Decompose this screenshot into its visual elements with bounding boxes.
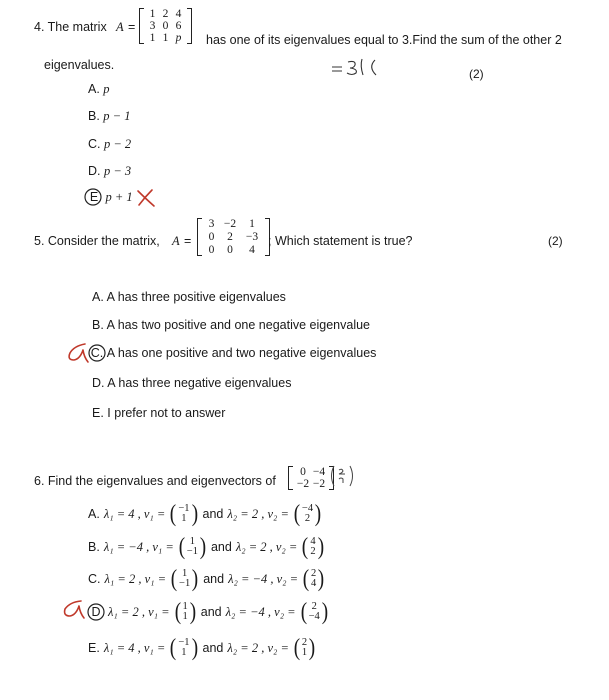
- q6-option-e-letter: E.: [88, 641, 100, 655]
- q4-option-e[interactable]: [86, 190, 133, 205]
- q4-m-00: 1: [149, 8, 156, 20]
- q4-option-a-letter: A.: [88, 82, 100, 96]
- q4-option-a-expr: p: [103, 82, 110, 96]
- q6-option-c[interactable]: [88, 567, 325, 591]
- q5-option-a-text: A has three positive eigenvalues: [106, 290, 286, 304]
- q6-option-b-lambda1: λ₁ = −4 , v₁ =: [103, 539, 174, 554]
- q5-m-10: 0: [208, 231, 215, 243]
- q5-m-11: 2: [227, 231, 233, 243]
- red-check-mark-icon: [60, 340, 90, 366]
- q5-option-b[interactable]: [92, 318, 370, 332]
- q4-var-a: A: [116, 20, 124, 34]
- q5-option-c-text: A has one positive and two negative eigenvalues: [106, 346, 377, 360]
- q4-option-d-expr: p − 3: [103, 164, 132, 178]
- q4-m-20: 1: [149, 32, 156, 44]
- circle-mark-icon: [87, 603, 105, 621]
- q6-option-b-lambda2: λ₂ = 2 , v₂ =: [235, 539, 298, 554]
- q6-option-c-v2: ( 2 4 ): [302, 566, 325, 592]
- q6-option-e[interactable]: [88, 636, 316, 660]
- q6-option-d-letter: D: [91, 605, 101, 619]
- circle-mark-icon: [88, 344, 106, 362]
- q6-option-e-v1: ( −1 1 ): [170, 635, 198, 661]
- q6-option-d-letter-wrap: [88, 605, 104, 619]
- q6-option-a-v1: ( −1 1 ): [170, 501, 198, 527]
- q6-option-c-lambda1: λ₁ = 2 , v₁ =: [104, 571, 167, 586]
- q4-option-b-letter: B.: [88, 109, 100, 123]
- q6-option-e-lambda2: λ₂ = 2 , v₂ =: [227, 640, 289, 655]
- q6-m-01: −4: [312, 466, 326, 478]
- q6-option-d-lambda1: λ₁ = 2 , v₁ =: [108, 604, 170, 619]
- q6-m-11: −2: [312, 478, 326, 490]
- q4-text: has one of its eigenvalues equal to 3.Find the sum of the other 2: [206, 33, 562, 47]
- q6-option-c-v1: ( 1 −1 ): [170, 566, 199, 592]
- handwritten-vector-scribble-icon: [328, 464, 356, 488]
- q4-equals: =: [128, 20, 136, 34]
- q4-marks: (2): [469, 67, 484, 81]
- q4-option-b[interactable]: [88, 109, 130, 124]
- q5-marks: (2): [548, 234, 563, 248]
- q5-option-b-text: A has two positive and one negative eigenvalue: [106, 318, 370, 332]
- q5-option-e-text: I prefer not to answer: [107, 406, 226, 420]
- q6-number: 6. Find the eigenvalues and eigenvectors of: [34, 474, 276, 488]
- q5-m-20: 0: [208, 244, 215, 256]
- q5-option-a-letter: A.: [92, 290, 104, 304]
- q6-option-c-lambda2: λ₂ = −4 , v₂ =: [228, 571, 299, 586]
- q4-handwriting: [330, 56, 390, 78]
- q5-option-c-letter: C.: [90, 346, 104, 360]
- q6-option-e-lambda1: λ₁ = 4 , v₁ =: [103, 640, 166, 655]
- q4-m-22: p: [175, 32, 182, 44]
- q6-option-d-lambda2: λ₂ = −4 , v₂ =: [225, 604, 296, 619]
- q4-m-12: 6: [175, 20, 182, 32]
- q6-option-a-lambda1: λ₁ = 4 , v₁ =: [103, 506, 166, 521]
- q6-option-e-v2: ( 2 1 ): [293, 635, 316, 661]
- q5-m-00: 3: [208, 218, 215, 230]
- q6-option-d-v1: ( 1 1 ): [174, 599, 196, 625]
- q5-option-d-letter: D.: [92, 376, 105, 390]
- red-check-mark-icon: [56, 596, 86, 622]
- q5-option-a[interactable]: [92, 290, 286, 304]
- q6-option-a-v2: ( −4 2 ): [293, 501, 322, 527]
- q5-matrix: [197, 218, 270, 256]
- q4-option-a[interactable]: [88, 82, 110, 97]
- circle-mark-icon: [84, 188, 102, 206]
- q5-m-21: 0: [227, 244, 233, 256]
- q4-option-c[interactable]: [88, 137, 131, 152]
- q5-var-a: A: [172, 234, 180, 248]
- q4-m-02: 4: [175, 8, 182, 20]
- q5-m-22: 4: [249, 244, 255, 256]
- q4-option-b-expr: p − 1: [103, 109, 131, 123]
- q6-m-00: 0: [300, 466, 306, 478]
- q6-option-d[interactable]: [88, 600, 329, 624]
- q4-m-11: 0: [162, 20, 169, 32]
- q5-option-b-letter: B.: [92, 318, 104, 332]
- q4-m-01: 2: [162, 8, 169, 20]
- q6-option-a-letter: A.: [88, 507, 100, 521]
- q5-m-01: −2: [223, 218, 237, 230]
- q6-option-b[interactable]: [88, 535, 325, 559]
- q4-m-10: 3: [149, 20, 156, 32]
- q6-option-b-v2: ( 4 2 ): [302, 534, 324, 560]
- q5-m-12: −3: [245, 231, 259, 243]
- q6-option-b-v1: ( 1 −1 ): [178, 534, 207, 560]
- q5-option-e[interactable]: [92, 406, 225, 420]
- q6-option-a-and: and: [202, 507, 224, 521]
- q5-option-e-letter: E.: [92, 406, 104, 420]
- q6-option-b-letter: B.: [88, 540, 100, 554]
- q4-option-c-expr: p − 2: [103, 137, 132, 151]
- q6-option-e-and: and: [202, 641, 224, 655]
- q6-option-c-letter: C.: [88, 572, 101, 586]
- q6-option-a[interactable]: [88, 502, 322, 526]
- q6-option-d-v2: ( 2 −4 ): [300, 599, 328, 625]
- q4-text2: eigenvalues.: [44, 58, 115, 72]
- q4-option-e-expr: p + 1: [105, 190, 133, 204]
- red-cross-mark-icon: [135, 188, 157, 208]
- q6-option-a-lambda2: λ₂ = 2 , v₂ =: [227, 506, 289, 521]
- q5-equals: =: [184, 234, 192, 248]
- q4-option-d[interactable]: [88, 164, 131, 179]
- q6-option-c-and: and: [203, 572, 225, 586]
- q6-option-d-and: and: [200, 605, 222, 619]
- q5-text: ; Which statement is true?: [268, 234, 413, 248]
- q4-number: 4. The matrix: [34, 20, 107, 34]
- q5-m-02: 1: [249, 218, 255, 230]
- q4-option-d-letter: D.: [88, 164, 101, 178]
- q6-option-b-and: and: [210, 540, 232, 554]
- q5-number: 5. Consider the matrix,: [34, 234, 160, 248]
- q4-m-21: 1: [162, 32, 169, 44]
- q4-option-c-letter: C.: [88, 137, 101, 151]
- q4-option-e-letter: E: [89, 190, 99, 204]
- q4-matrix: [139, 8, 192, 44]
- q5-option-d-text: A has three negative eigenvalues: [107, 376, 292, 390]
- q6-m-10: −2: [296, 478, 310, 490]
- q5-option-c[interactable]: [90, 346, 376, 360]
- q5-option-d[interactable]: [92, 376, 291, 390]
